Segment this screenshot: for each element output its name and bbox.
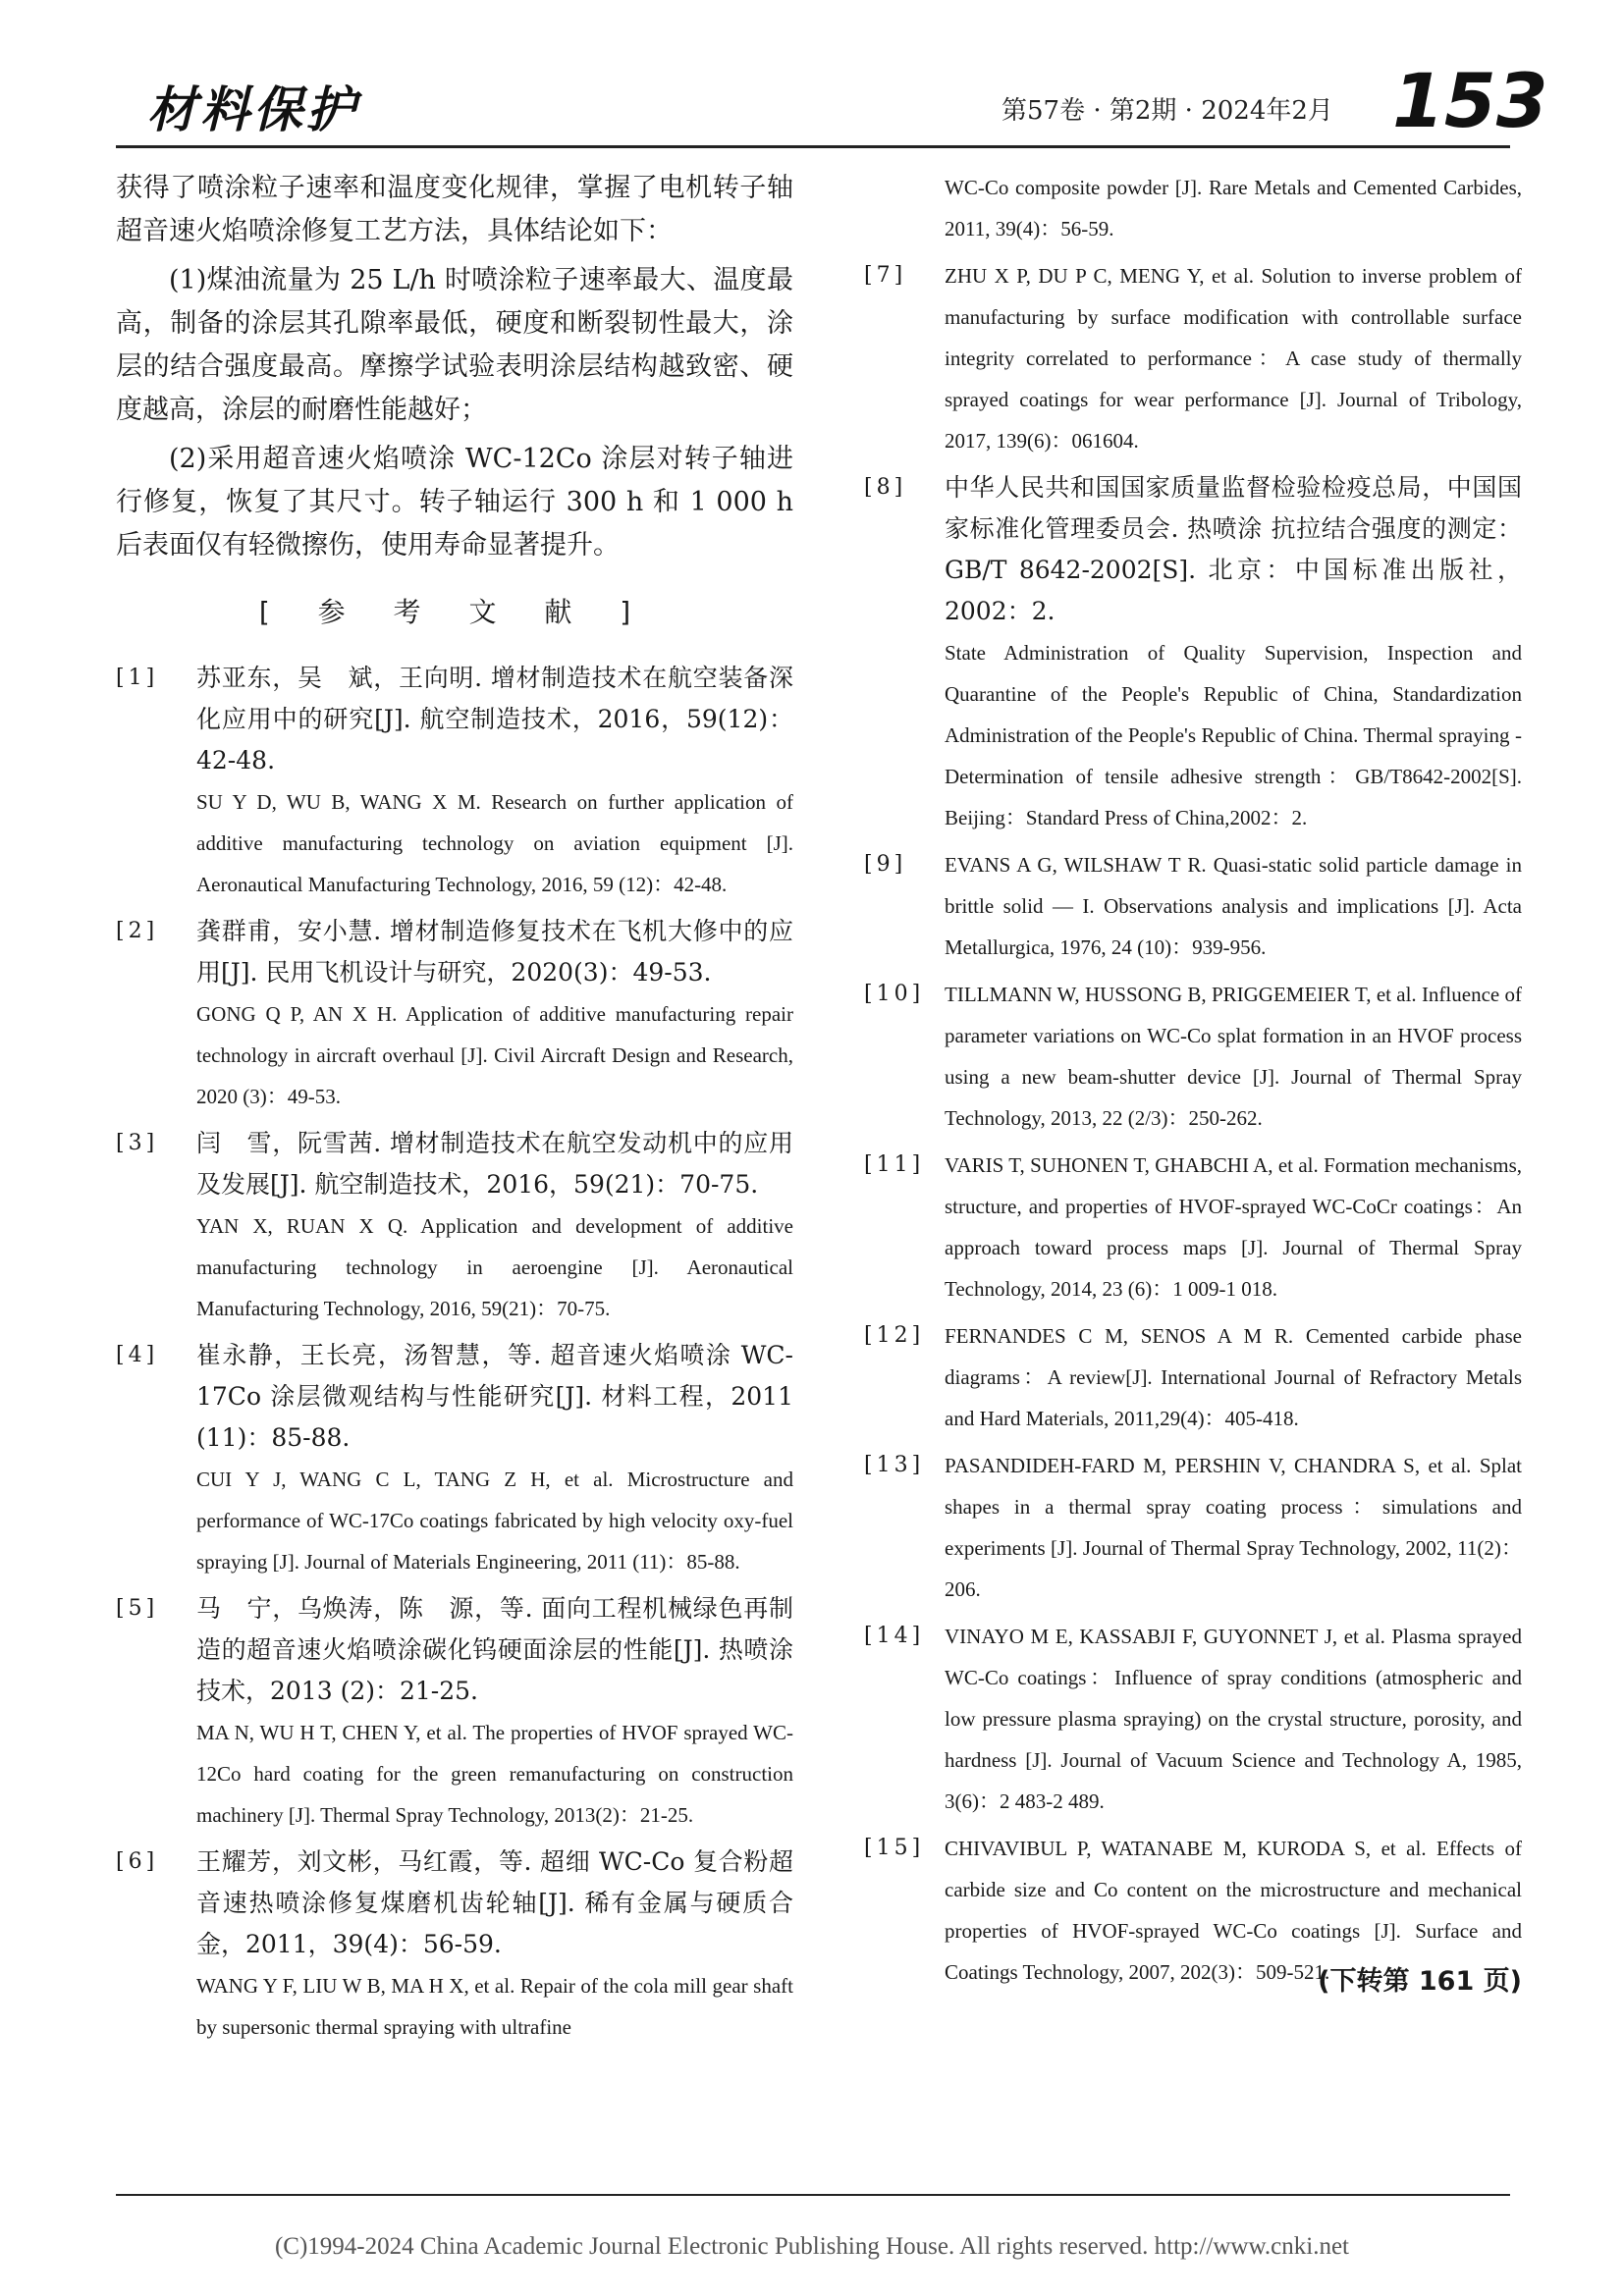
reference-number: [15] [864, 1836, 925, 1860]
reference-cn: 闫 雪，阮雪茜. 增材制造技术在航空发动机中的应用及发展[J]. 航空制造技术，2016，59(21)：70-75. [196, 1129, 793, 1199]
issue-info: 第57卷 · 第2期 · 2024年2月 [1001, 96, 1333, 126]
reference-entry [116, 911, 793, 1117]
reference-entry [864, 1828, 1522, 1993]
reference-number: [11] [864, 1152, 925, 1177]
reference-continuation [864, 167, 1522, 249]
reference-entry [116, 658, 793, 905]
reference-number: [6] [116, 1849, 159, 1874]
reference-en: MA N, WU H T, CHEN Y, et al. The properties of HVOF sprayed WC-12Co hard coating for the green remanufacturing on construction machinery [J]. Thermal Spray Technology, 2013(2)：21-25. [196, 1721, 793, 1827]
reference-number: [2] [116, 919, 159, 943]
reference-entry [864, 467, 1522, 838]
reference-en: FERNANDES C M, SENOS A M R. Cemented carbide phase diagrams：A review[J]. International Journal of Refractory Metals and Hard Materials, 2011,29(4)：405-418. [945, 1324, 1522, 1430]
reference-number: [4] [116, 1343, 159, 1367]
reference-en: TILLMANN W, HUSSONG B, PRIGGEMEIER T, et al. Influence of parameter variations on WC-Co splat formation in an HVOF process using a new beam-shutter device [J]. Journal of Thermal Spray Technology, 2013, 22 (2/3)：250-262. [945, 983, 1522, 1130]
reference-cn: 王耀芳，刘文彬，马红霞，等. 超细 WC-Co 复合粉超音速热喷涂修复煤磨机齿轮轴[J]. 稀有金属与硬质合金，2011，39(4)：56-59. [196, 1847, 793, 1958]
journal-logo: 材料保护 [147, 80, 359, 138]
continued-note: (下转第 161 页) [1318, 1966, 1522, 1997]
reference-en: EVANS A G, WILSHAW T R. Quasi-static solid particle damage in brittle solid — I. Observations analysis and implications [J]. Acta Metallurgica, 1976, 24 (10)：939-956. [945, 853, 1522, 959]
reference-entry [864, 974, 1522, 1139]
copyright-footer: (C)1994-2024 China Academic Journal Electronic Publishing House. All rights reserved. http://www.cnki.net [274, 2233, 1350, 2260]
reference-number: [7] [864, 263, 907, 288]
reference-entry [864, 1315, 1522, 1439]
reference-number: [9] [864, 852, 907, 877]
page-header [0, 0, 1624, 157]
reference-number: [8] [864, 475, 907, 500]
reference-entry [864, 844, 1522, 968]
reference-number: [3] [116, 1131, 159, 1155]
page-number: 153 [1392, 57, 1548, 144]
reference-en: CUI Y J, WANG C L, TANG Z H, et al. Microstructure and performance of WC-17Co coatings fabricated by high velocity oxy-fuel spraying [J]. Journal of Materials Engineering, 2011 (11)：85-88. [196, 1468, 793, 1574]
conclusion-item-2: (2)采用超音速火焰喷涂 WC-12Co 涂层对转子轴进行修复，恢复了其尺寸。转子轴运行 300 h 和 1 000 h 后表面仅有轻微擦伤，使用寿命显著提升。 [116, 444, 793, 561]
reference-entry [116, 1123, 793, 1329]
reference-en: State Administration of Quality Supervision, Inspection and Quarantine of the People's Republic of China, Standardization Administration of the People's Republic of China. Thermal spraying - Determination of tensile adhesive strength：GB/T8642-2002[S]. Beijing：Standard Press of China,2002：2. [945, 641, 1522, 829]
reference-number: [14] [864, 1624, 925, 1648]
reference-cn: 崔永静，王长亮，汤智慧，等. 超音速火焰喷涂 WC-17Co 涂层微观结构与性能研究[J]. 材料工程，2011 (11)：85-88. [196, 1341, 793, 1452]
reference-en: CHIVAVIBUL P, WATANABE M, KURODA S, et al. Effects of carbide size and Co content on the microstructure and mechanical properties of HVOF-sprayed WC-Co coatings [J]. Surface and Coatings Technology, 2007, 202(3)：509-521. [945, 1837, 1522, 1984]
reference-cn: 苏亚东，吴 斌，王向明. 增材制造技术在航空装备深化应用中的研究[J]. 航空制造技术，2016，59(12)：42-48. [196, 664, 793, 774]
reference-entry [864, 1616, 1522, 1822]
reference-en: PASANDIDEH-FARD M, PERSHIN V, CHANDRA S, et al. Splat shapes in a thermal spray coating process：simulations and experiments [J]. Journal of Thermal Spray Technology, 2002, 11(2)：206. [945, 1454, 1522, 1601]
reference-cn: 马 宁，乌焕涛，陈 源，等. 面向工程机械绿色再制造的超音速火焰喷涂碳化钨硬面涂层的性能[J]. 热喷涂技术，2013 (2)：21-25. [196, 1594, 793, 1705]
reference-entry [864, 1445, 1522, 1610]
reference-en: ZHU X P, DU P C, MENG Y, et al. Solution to inverse problem of manufacturing by surface modification with controllable surface integrity correlated to performance：A case study of thermally sprayed coatings for wear performance [J]. Journal of Tribology, 2017, 139(6)：061604. [945, 264, 1522, 453]
reference-entry [116, 1588, 793, 1836]
reference-cn: 中华人民共和国国家质量监督检验检疫总局，中国国家标准化管理委员会. 热喷涂 抗拉结合强度的测定：GB/T 8642-2002[S]. 北京：中国标准出版社，2002：2. [945, 473, 1522, 625]
reference-en: VARIS T, SUHONEN T, GHABCHI A, et al. Formation mechanisms, structure, and properties of HVOF-sprayed WC-CoCr coatings：An approach toward process maps [J]. Journal of Thermal Spray Technology, 2014, 23 (6)：1 009-1 018. [945, 1153, 1522, 1301]
reference-number: [10] [864, 982, 925, 1006]
reference-number: [5] [116, 1596, 159, 1621]
right-column [864, 167, 1522, 1998]
reference-en: WANG Y F, LIU W B, MA H X, et al. Repair of the cola mill gear shaft by supersonic thermal spraying with ultrafine [196, 1974, 793, 2039]
left-column [116, 167, 793, 2054]
reference-entry [116, 1842, 793, 2048]
reference-en: WC-Co composite powder [J]. Rare Metals and Cemented Carbides, 2011, 39(4)：56-59. [945, 176, 1522, 240]
reference-number: [12] [864, 1323, 925, 1348]
reference-number: [13] [864, 1453, 925, 1477]
reference-en: YAN X, RUAN X Q. Application and development of additive manufacturing technology in aeroengine [J]. Aeronautical Manufacturing Technology, 2016, 59(21)：70-75. [196, 1214, 793, 1320]
reference-cn: 龚群甫，安小慧. 增材制造修复技术在飞机大修中的应用[J]. 民用飞机设计与研究，2020(3)：49-53. [196, 917, 793, 987]
footer-rule [116, 2194, 1510, 2196]
reference-en: GONG Q P, AN X H. Application of additive manufacturing repair technology in aircraft overhaul [J]. Civil Aircraft Design and Research, 2020 (3)：49-53. [196, 1002, 793, 1108]
reference-number: [1] [116, 666, 159, 690]
conclusion-item-1: (1)煤油流量为 25 L/h 时喷涂粒子速率最大、温度最高，制备的涂层其孔隙率最低，硬度和断裂韧性最大，涂层的结合强度最高。摩擦学试验表明涂层结构越致密、硬度越高，涂层的耐磨性能越好； [116, 265, 793, 425]
reference-en: VINAYO M E, KASSABJI F, GUYONNET J, et al. Plasma sprayed WC-Co coatings：Influence of spray conditions (atmospheric and low pressure plasma spraying) on the crystal structure, porosity, and hardness [J]. Journal of Vacuum Science and Technology A, 1985, 3(6)：2 483-2 489. [945, 1625, 1522, 1813]
reference-en: SU Y D, WU B, WANG X M. Research on further application of additive manufacturing technology on aviation equipment [J]. Aeronautical Manufacturing Technology, 2016, 59 (12)：42-48. [196, 790, 793, 896]
reference-entry [864, 255, 1522, 461]
reference-entry [116, 1335, 793, 1582]
reference-entry [864, 1145, 1522, 1309]
conclusion-paragraph: 获得了喷涂粒子速率和温度变化规律，掌握了电机转子轴超音速火焰喷涂修复工艺方法，具体结论如下： [116, 173, 793, 246]
header-rule [116, 145, 1510, 148]
references-heading: [ 参 考 文 献 ] [258, 596, 651, 628]
